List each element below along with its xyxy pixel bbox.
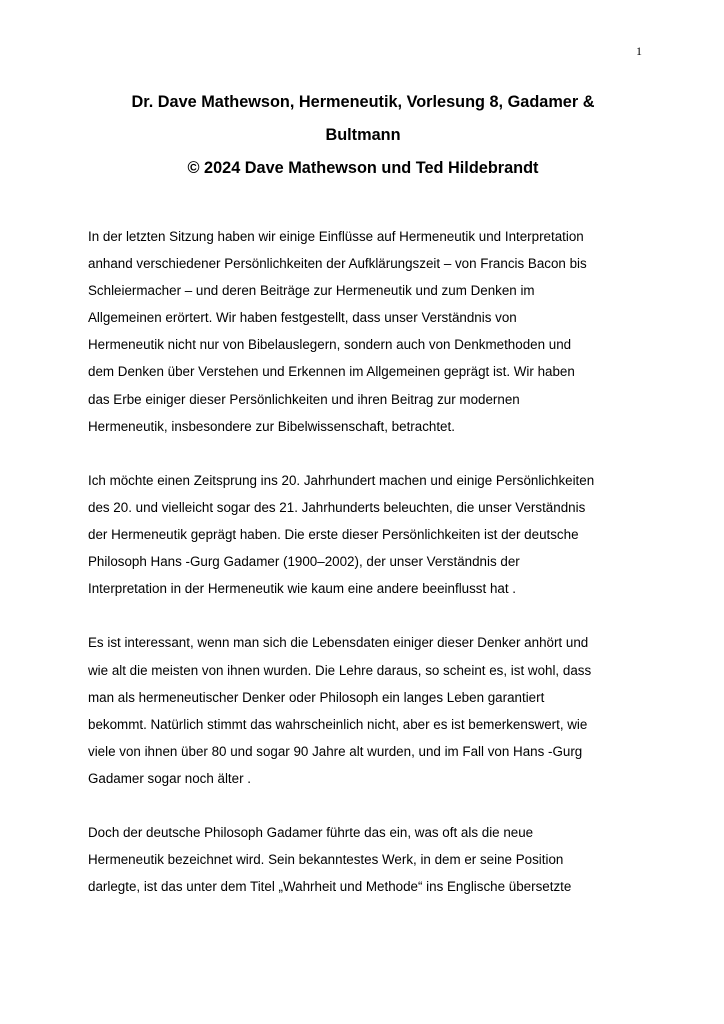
text-line: Philosoph Hans -Gurg Gadamer (1900–2002), der unser Verständnis der	[88, 554, 520, 570]
paragraph-2	[88, 467, 648, 602]
text-line: darlegte, ist das unter dem Titel „Wahrheit und Methode“ ins Englische übersetzte	[88, 879, 572, 895]
document-title	[88, 86, 638, 185]
title-line: Bultmann	[325, 126, 401, 144]
page-number: 1	[636, 44, 642, 58]
text-line: viele von ihnen über 80 und sogar 90 Jahre alt wurden, und im Fall von Hans -Gurg	[88, 743, 583, 759]
paragraph-3	[88, 629, 648, 792]
text-line: bekommt. Natürlich stimmt das wahrscheinlich nicht, aber es ist bemerkenswert, wie	[88, 716, 588, 732]
text-line: Hermeneutik, insbesondere zur Bibelwissenschaft, betrachtet.	[88, 418, 455, 434]
paragraph-4	[88, 819, 648, 900]
copyright-line: © 2024 Dave Mathewson und Ted Hildebrandt	[187, 159, 539, 177]
text-line: dem Denken über Verstehen und Erkennen im Allgemeinen geprägt ist. Wir haben	[88, 364, 575, 380]
text-line: wie alt die meisten von ihnen wurden. Die Lehre daraus, so scheint es, ist wohl, dass	[88, 662, 592, 678]
text-line: man als hermeneutischer Denker oder Philosoph ein langes Leben garantiert	[88, 689, 545, 705]
paragraph-1	[88, 223, 648, 440]
document-body	[88, 223, 648, 927]
text-line: Interpretation in der Hermeneutik wie kaum eine andere beeinflusst hat .	[88, 581, 516, 597]
title-line: Dr. Dave Mathewson, Hermeneutik, Vorlesung 8, Gadamer &	[131, 93, 595, 111]
text-line: des 20. und vielleicht sogar des 21. Jahrhunderts beleuchten, die unser Verständnis	[88, 499, 586, 515]
text-line: der Hermeneutik geprägt haben. Die erste dieser Persönlichkeiten ist der deutsche	[88, 527, 579, 543]
text-line: Allgemeinen erörtert. Wir haben festgestellt, dass unser Verständnis von	[88, 310, 517, 326]
text-line: Hermeneutik nicht nur von Bibelauslegern, sondern auch von Denkmethoden und	[88, 337, 572, 353]
text-line: anhand verschiedener Persönlichkeiten der Aufklärungszeit – von Francis Bacon bis	[88, 256, 587, 272]
text-line: das Erbe einiger dieser Persönlichkeiten und ihren Beitrag zur modernen	[88, 391, 520, 407]
text-line: Schleiermacher – und deren Beiträge zur Hermeneutik und zum Denken im	[88, 283, 535, 299]
text-line: Ich möchte einen Zeitsprung ins 20. Jahrhundert machen und einige Persönlichkeiten	[88, 472, 595, 488]
text-line: In der letzten Sitzung haben wir einige Einflüsse auf Hermeneutik und Interpretation	[88, 229, 584, 244]
text-line: Gadamer sogar noch älter .	[88, 770, 252, 786]
text-line: Es ist interessant, wenn man sich die Lebensdaten einiger dieser Denker anhört und	[88, 635, 589, 651]
text-line: Hermeneutik bezeichnet wird. Sein bekanntestes Werk, in dem er seine Position	[88, 852, 564, 868]
text-line: Doch der deutsche Philosoph Gadamer führte das ein, was oft als die neue	[88, 825, 534, 841]
